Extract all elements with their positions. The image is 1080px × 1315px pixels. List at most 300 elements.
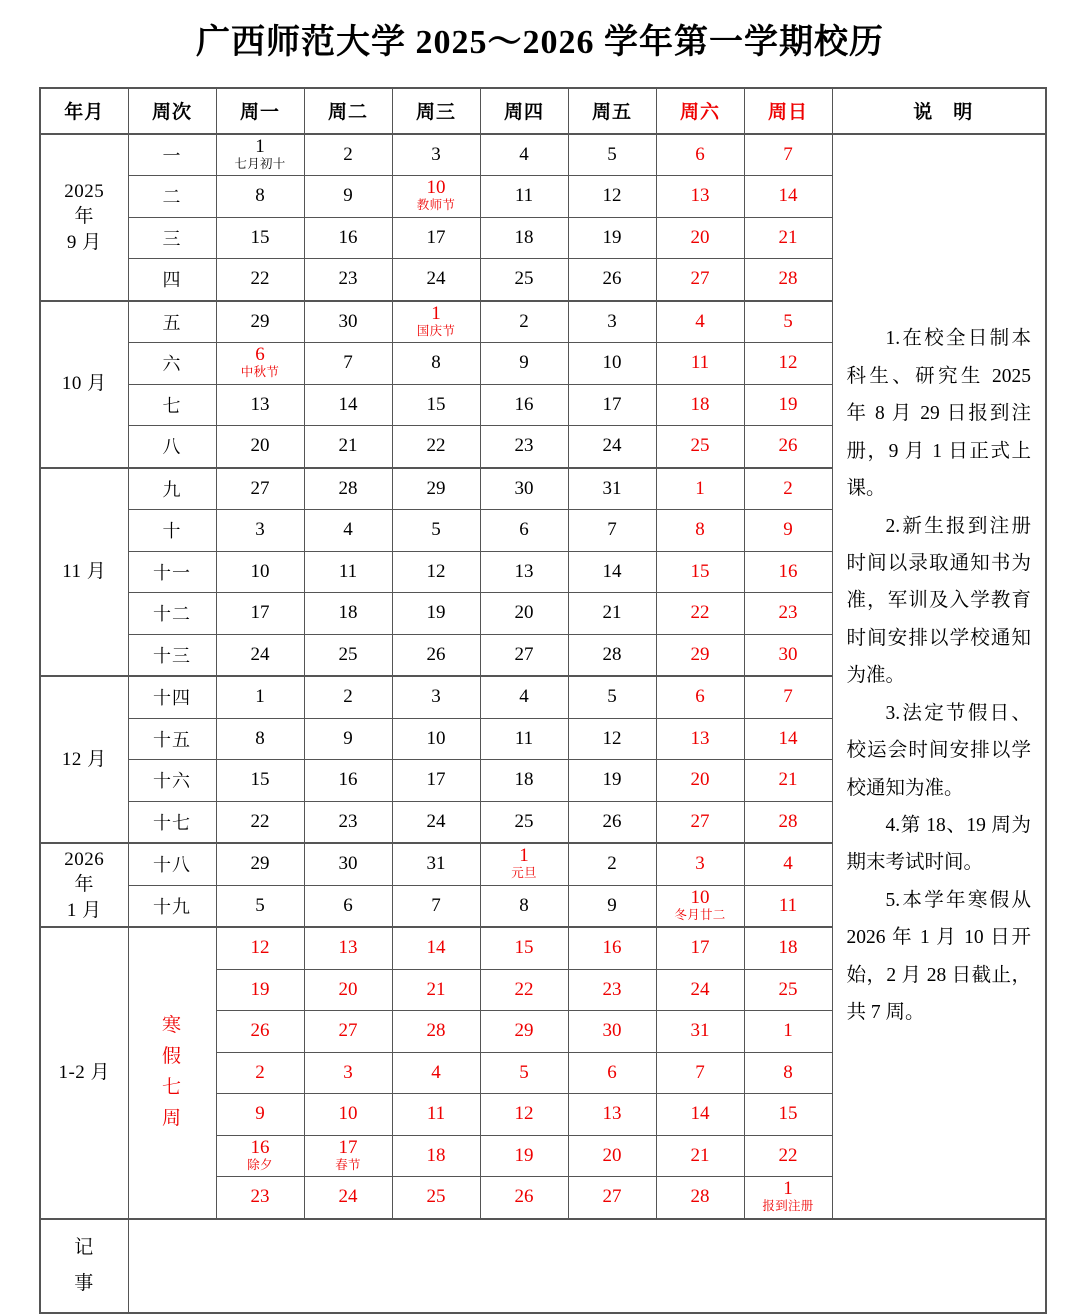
day-content	[481, 1146, 568, 1166]
day-cell[interactable]	[216, 969, 304, 1011]
day-content	[481, 479, 568, 499]
day-cell[interactable]	[744, 426, 832, 468]
day-cell[interactable]	[656, 343, 744, 385]
day-number: 28	[778, 810, 798, 832]
day-cell[interactable]	[304, 1011, 392, 1053]
day-cell[interactable]	[568, 676, 656, 718]
day-cell[interactable]	[480, 134, 568, 176]
day-cell[interactable]	[304, 343, 392, 385]
day-number: 23	[602, 978, 622, 1000]
day-cell[interactable]	[656, 426, 744, 468]
day-number: 2	[607, 853, 617, 875]
day-cell[interactable]	[744, 593, 832, 635]
day-cell[interactable]	[744, 1094, 832, 1136]
day-number: 1	[431, 302, 441, 324]
day-cell[interactable]	[656, 301, 744, 343]
day-cell[interactable]	[304, 301, 392, 343]
week-number-cell: 十七	[128, 801, 216, 843]
month-label-line: 年	[74, 874, 94, 896]
day-number: 24	[602, 435, 622, 457]
day-cell[interactable]	[656, 1011, 744, 1053]
day-content	[481, 353, 568, 373]
day-cell[interactable]	[480, 510, 568, 552]
day-content	[305, 1187, 392, 1207]
day-number: 27	[250, 477, 270, 499]
day-cell[interactable]	[480, 634, 568, 676]
day-content	[657, 888, 744, 922]
day-cell[interactable]	[568, 1135, 656, 1177]
day-content	[305, 145, 392, 165]
day-content	[305, 228, 392, 248]
day-cell[interactable]	[656, 551, 744, 593]
day-cell[interactable]	[744, 1135, 832, 1177]
day-cell[interactable]	[392, 593, 480, 635]
note-item: 2.新生报到注册时间以录取通知书为准，军训及入学教育时间安排以学校通知为准。	[846, 515, 1031, 687]
day-number: 25	[690, 435, 710, 457]
vacation-label-char: 周	[161, 1107, 182, 1129]
day-cell[interactable]	[480, 1052, 568, 1094]
day-number: 3	[607, 310, 617, 332]
day-number: 24	[250, 643, 270, 665]
day-content	[745, 1063, 832, 1083]
day-number: 23	[338, 268, 358, 290]
day-cell[interactable]	[392, 426, 480, 468]
day-content	[217, 1187, 304, 1207]
day-cell[interactable]	[568, 217, 656, 259]
day-cell[interactable]	[480, 468, 568, 510]
day-cell[interactable]	[568, 1094, 656, 1136]
week-number-cell: 九	[128, 468, 216, 510]
day-cell[interactable]	[656, 927, 744, 969]
day-cell[interactable]	[656, 885, 744, 927]
day-content	[393, 770, 480, 790]
day-cell[interactable]	[480, 927, 568, 969]
day-number: 10	[426, 727, 446, 749]
day-content	[745, 980, 832, 1000]
day-content	[217, 345, 304, 379]
day-cell[interactable]	[216, 1094, 304, 1136]
month-label-line: 9 月	[66, 231, 102, 253]
day-cell[interactable]	[568, 634, 656, 676]
day-content	[393, 1063, 480, 1083]
day-cell[interactable]	[656, 510, 744, 552]
day-cell[interactable]	[744, 1052, 832, 1094]
day-number: 16	[778, 560, 798, 582]
day-cell[interactable]	[568, 760, 656, 802]
day-cell[interactable]	[744, 801, 832, 843]
memo-label	[40, 1219, 128, 1313]
day-cell[interactable]	[304, 801, 392, 843]
day-cell[interactable]	[656, 969, 744, 1011]
day-cell[interactable]	[392, 927, 480, 969]
day-number: 16	[602, 937, 622, 959]
day-cell[interactable]	[568, 1177, 656, 1219]
day-cell[interactable]	[392, 1094, 480, 1136]
day-number: 30	[338, 310, 358, 332]
day-number: 26	[250, 1020, 270, 1042]
header-day-1: 周一	[216, 88, 304, 134]
day-cell[interactable]	[304, 468, 392, 510]
day-cell[interactable]	[392, 301, 480, 343]
day-content	[393, 1021, 480, 1041]
week-number-cell: 十六	[128, 760, 216, 802]
day-number: 26	[778, 435, 798, 457]
winter-vacation-label	[128, 927, 216, 1219]
day-cell[interactable]	[216, 301, 304, 343]
day-cell[interactable]	[656, 843, 744, 885]
day-number: 1	[695, 477, 705, 499]
day-annotation: 报到注册	[762, 1199, 814, 1214]
day-cell[interactable]	[744, 343, 832, 385]
day-cell[interactable]	[480, 176, 568, 218]
day-content	[217, 395, 304, 415]
day-number: 6	[343, 894, 353, 916]
day-number: 4	[519, 143, 529, 165]
day-cell[interactable]	[392, 551, 480, 593]
day-content	[217, 1063, 304, 1083]
day-content	[305, 436, 392, 456]
day-cell[interactable]	[392, 885, 480, 927]
day-cell[interactable]	[744, 259, 832, 301]
day-cell[interactable]	[216, 927, 304, 969]
day-cell[interactable]	[304, 259, 392, 301]
day-number: 29	[514, 1020, 534, 1042]
table-header-row	[40, 88, 1046, 134]
day-cell[interactable]	[216, 1135, 304, 1177]
day-cell[interactable]	[480, 885, 568, 927]
day-cell[interactable]	[480, 426, 568, 468]
day-cell[interactable]	[744, 551, 832, 593]
day-content	[569, 1187, 656, 1207]
day-cell[interactable]	[656, 1094, 744, 1136]
day-cell[interactable]	[568, 1011, 656, 1053]
day-cell[interactable]	[744, 510, 832, 552]
day-cell[interactable]	[744, 468, 832, 510]
day-number: 7	[607, 519, 617, 541]
day-cell[interactable]	[480, 1177, 568, 1219]
day-cell[interactable]	[392, 217, 480, 259]
day-cell[interactable]	[568, 426, 656, 468]
day-cell[interactable]	[568, 1052, 656, 1094]
day-cell[interactable]	[216, 1177, 304, 1219]
day-cell[interactable]	[568, 301, 656, 343]
day-cell[interactable]	[656, 676, 744, 718]
day-number: 6	[255, 344, 265, 366]
day-content	[481, 186, 568, 206]
day-cell[interactable]	[392, 634, 480, 676]
day-cell[interactable]	[304, 885, 392, 927]
day-cell[interactable]	[744, 134, 832, 176]
day-content	[305, 980, 392, 1000]
day-cell[interactable]	[304, 1052, 392, 1094]
day-cell[interactable]	[392, 384, 480, 426]
day-cell[interactable]	[480, 217, 568, 259]
day-cell[interactable]	[744, 843, 832, 885]
day-number: 10	[602, 352, 622, 374]
day-number: 3	[343, 1061, 353, 1083]
day-cell[interactable]	[392, 134, 480, 176]
month-label-line: 10 月	[61, 373, 107, 395]
day-number: 26	[514, 1186, 534, 1208]
day-number: 21	[602, 602, 622, 624]
day-cell[interactable]	[216, 217, 304, 259]
day-cell[interactable]	[392, 801, 480, 843]
day-cell[interactable]	[480, 301, 568, 343]
notes-content	[833, 320, 1046, 1031]
day-content	[569, 854, 656, 874]
week-number-cell: 十二	[128, 593, 216, 635]
day-cell[interactable]	[392, 343, 480, 385]
day-cell[interactable]	[216, 801, 304, 843]
day-cell[interactable]	[568, 801, 656, 843]
day-cell[interactable]	[216, 343, 304, 385]
day-content	[393, 1187, 480, 1207]
day-cell[interactable]	[656, 134, 744, 176]
day-cell[interactable]	[656, 718, 744, 760]
day-content	[393, 562, 480, 582]
day-cell[interactable]	[392, 969, 480, 1011]
day-cell[interactable]	[568, 134, 656, 176]
day-content	[481, 770, 568, 790]
day-cell[interactable]	[656, 1135, 744, 1177]
day-cell[interactable]	[744, 1011, 832, 1053]
day-cell[interactable]	[568, 969, 656, 1011]
day-cell[interactable]	[304, 760, 392, 802]
day-cell[interactable]	[392, 510, 480, 552]
day-number: 6	[519, 519, 529, 541]
day-cell[interactable]	[480, 259, 568, 301]
day-number: 13	[514, 560, 534, 582]
day-content	[217, 1104, 304, 1124]
day-content	[657, 938, 744, 958]
day-content	[481, 896, 568, 916]
day-cell[interactable]	[568, 343, 656, 385]
day-cell[interactable]	[480, 343, 568, 385]
day-cell[interactable]	[304, 969, 392, 1011]
memo-body[interactable]	[128, 1219, 1046, 1313]
day-number: 14	[338, 393, 358, 415]
month-label	[40, 676, 128, 843]
day-cell[interactable]	[216, 134, 304, 176]
day-cell[interactable]	[656, 634, 744, 676]
day-cell[interactable]	[744, 634, 832, 676]
day-content	[745, 228, 832, 248]
day-content	[745, 729, 832, 749]
day-cell[interactable]	[480, 718, 568, 760]
day-content	[393, 304, 480, 338]
day-number: 13	[690, 185, 710, 207]
day-cell[interactable]	[480, 969, 568, 1011]
day-cell[interactable]	[304, 510, 392, 552]
day-cell[interactable]	[656, 760, 744, 802]
day-number: 3	[255, 519, 265, 541]
day-cell[interactable]	[656, 801, 744, 843]
day-content	[393, 603, 480, 623]
month-label-line: 2026	[64, 849, 105, 871]
day-content	[481, 520, 568, 540]
day-cell[interactable]	[656, 259, 744, 301]
day-number: 16	[338, 226, 358, 248]
day-cell[interactable]	[216, 1052, 304, 1094]
day-cell[interactable]	[656, 468, 744, 510]
day-cell[interactable]	[216, 510, 304, 552]
day-cell[interactable]	[216, 1011, 304, 1053]
header-day-4: 周四	[480, 88, 568, 134]
day-cell[interactable]	[568, 927, 656, 969]
day-cell[interactable]	[216, 426, 304, 468]
day-cell[interactable]	[304, 217, 392, 259]
day-cell[interactable]	[744, 217, 832, 259]
day-cell[interactable]	[480, 843, 568, 885]
day-cell[interactable]	[392, 1052, 480, 1094]
day-cell[interactable]	[216, 760, 304, 802]
day-number: 11	[338, 560, 358, 582]
day-number: 17	[250, 602, 270, 624]
day-cell[interactable]	[656, 1177, 744, 1219]
day-cell[interactable]	[744, 676, 832, 718]
day-number: 13	[250, 393, 270, 415]
day-cell[interactable]	[304, 1135, 392, 1177]
day-cell[interactable]	[480, 384, 568, 426]
day-content	[745, 687, 832, 707]
day-number: 10	[426, 177, 446, 199]
day-cell[interactable]	[656, 217, 744, 259]
day-number: 17	[690, 937, 710, 959]
day-number: 21	[338, 435, 358, 457]
day-content	[481, 1021, 568, 1041]
day-cell[interactable]	[656, 593, 744, 635]
day-number: 11	[514, 727, 534, 749]
day-cell[interactable]	[216, 259, 304, 301]
day-cell[interactable]	[392, 843, 480, 885]
day-content	[745, 145, 832, 165]
day-cell[interactable]	[568, 510, 656, 552]
day-cell[interactable]	[304, 1094, 392, 1136]
day-cell[interactable]	[216, 593, 304, 635]
day-cell[interactable]	[744, 969, 832, 1011]
day-content	[305, 395, 392, 415]
day-cell[interactable]	[568, 718, 656, 760]
day-cell[interactable]	[304, 384, 392, 426]
day-cell[interactable]	[304, 718, 392, 760]
day-content	[305, 1138, 392, 1172]
day-cell[interactable]	[392, 676, 480, 718]
day-cell[interactable]	[656, 384, 744, 426]
day-cell[interactable]	[304, 551, 392, 593]
month-label-line: 1 月	[66, 899, 102, 921]
day-cell[interactable]	[304, 426, 392, 468]
day-number: 21	[426, 978, 446, 1000]
month-label	[40, 301, 128, 468]
day-number: 6	[695, 143, 705, 165]
day-cell[interactable]	[392, 1177, 480, 1219]
day-content	[745, 520, 832, 540]
day-cell[interactable]	[744, 760, 832, 802]
day-cell[interactable]	[392, 718, 480, 760]
day-content	[657, 645, 744, 665]
day-cell[interactable]	[744, 885, 832, 927]
day-cell[interactable]	[568, 259, 656, 301]
day-content	[481, 145, 568, 165]
day-cell[interactable]	[568, 176, 656, 218]
day-cell[interactable]	[744, 384, 832, 426]
day-cell[interactable]	[656, 176, 744, 218]
day-cell[interactable]	[216, 384, 304, 426]
day-content	[217, 137, 304, 171]
day-cell[interactable]	[216, 176, 304, 218]
day-cell[interactable]	[216, 676, 304, 718]
day-number: 17	[602, 393, 622, 415]
note-item: 1.在校全日制本科生、研究生 2025 年 8 月 29 日报到注册，9 月 1 日正式上课。	[846, 328, 1031, 500]
day-cell[interactable]	[216, 718, 304, 760]
day-content	[217, 186, 304, 206]
day-cell[interactable]	[392, 468, 480, 510]
day-number: 20	[690, 226, 710, 248]
day-cell[interactable]	[744, 718, 832, 760]
day-cell[interactable]	[568, 551, 656, 593]
day-cell[interactable]	[744, 927, 832, 969]
day-cell[interactable]	[480, 760, 568, 802]
day-cell[interactable]	[216, 634, 304, 676]
day-cell[interactable]	[480, 801, 568, 843]
week-number-cell: 六	[128, 343, 216, 385]
day-cell[interactable]	[216, 843, 304, 885]
day-cell[interactable]	[392, 760, 480, 802]
day-cell[interactable]	[304, 593, 392, 635]
day-cell[interactable]	[304, 634, 392, 676]
day-cell[interactable]	[744, 176, 832, 218]
day-cell[interactable]	[480, 1135, 568, 1177]
day-cell[interactable]	[304, 1177, 392, 1219]
day-cell[interactable]	[568, 843, 656, 885]
day-cell[interactable]	[480, 593, 568, 635]
day-cell[interactable]	[568, 593, 656, 635]
day-number: 9	[343, 185, 353, 207]
day-content	[217, 312, 304, 332]
day-cell[interactable]	[304, 134, 392, 176]
day-content	[657, 1187, 744, 1207]
day-cell[interactable]	[744, 301, 832, 343]
day-content	[305, 186, 392, 206]
day-cell[interactable]	[304, 176, 392, 218]
day-cell[interactable]	[480, 676, 568, 718]
day-number: 7	[783, 686, 793, 708]
day-cell[interactable]	[304, 927, 392, 969]
day-cell[interactable]	[392, 1011, 480, 1053]
day-cell[interactable]	[216, 551, 304, 593]
day-cell[interactable]	[568, 885, 656, 927]
day-number: 22	[514, 978, 534, 1000]
day-content	[305, 520, 392, 540]
day-content	[657, 186, 744, 206]
day-content	[745, 854, 832, 874]
day-cell[interactable]	[304, 843, 392, 885]
day-content	[569, 353, 656, 373]
day-cell[interactable]	[744, 1177, 832, 1219]
day-cell[interactable]	[480, 1094, 568, 1136]
day-cell[interactable]	[480, 1011, 568, 1053]
day-cell[interactable]	[568, 468, 656, 510]
day-cell[interactable]	[568, 384, 656, 426]
day-cell[interactable]	[480, 551, 568, 593]
day-cell[interactable]	[216, 885, 304, 927]
day-cell[interactable]	[392, 1135, 480, 1177]
day-cell[interactable]	[216, 468, 304, 510]
day-cell[interactable]	[392, 176, 480, 218]
day-cell[interactable]	[656, 1052, 744, 1094]
day-cell[interactable]	[392, 259, 480, 301]
day-cell[interactable]	[304, 676, 392, 718]
